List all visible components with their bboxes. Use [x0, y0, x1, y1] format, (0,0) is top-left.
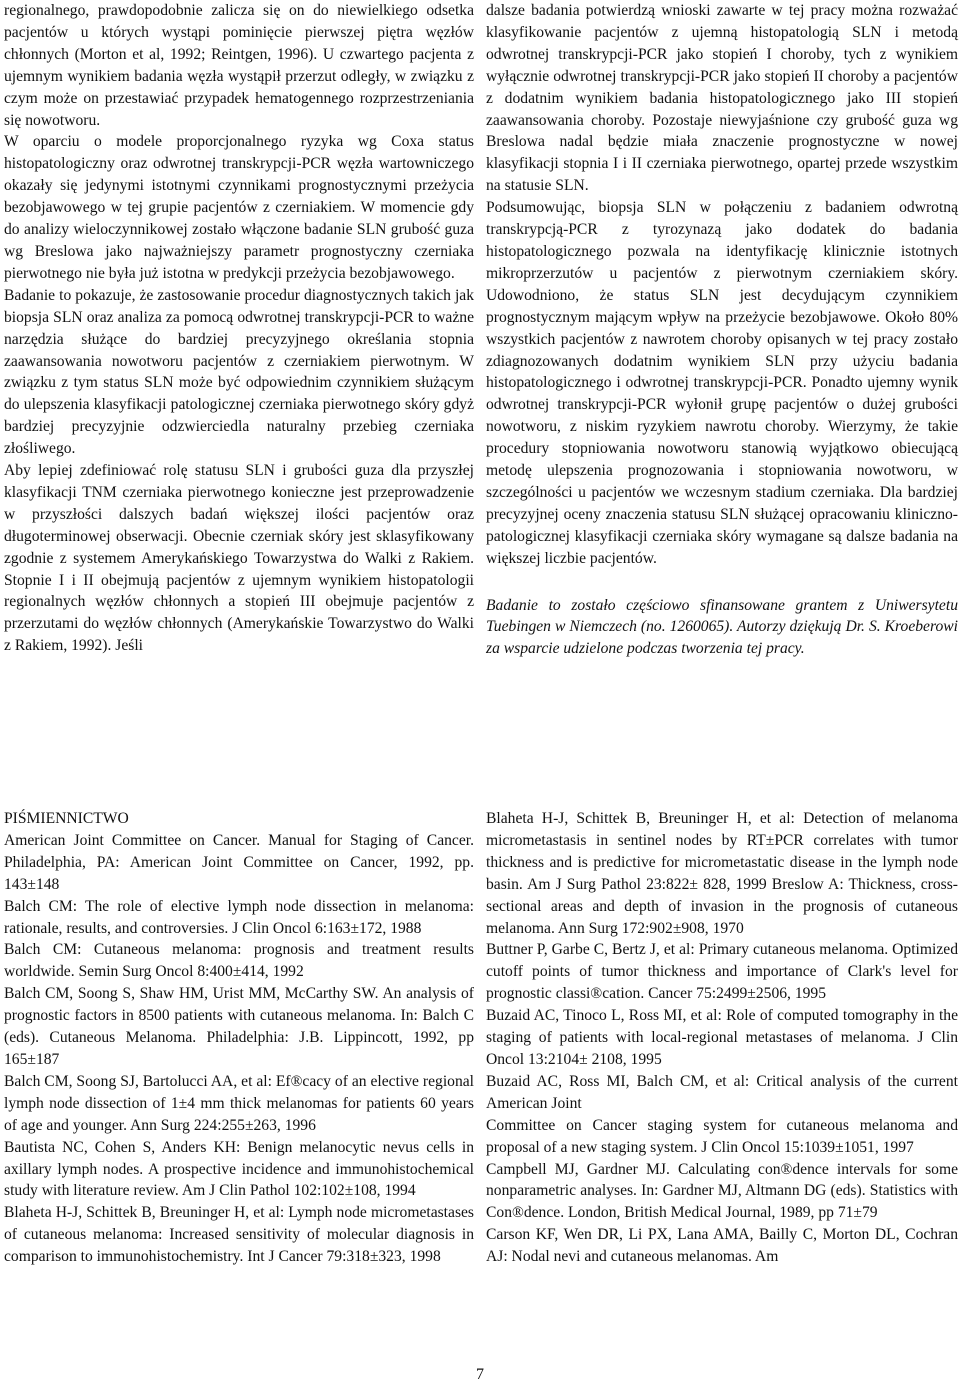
reference-entry: Buzaid AC, Ross MI, Balch CM, et al: Critical analysis of the current American Joint [486, 1072, 958, 1112]
body-paragraph: regionalnego, prawdopodobnie zalicza się on do niewielkiego odsetka pacjentów u których wystąpi pominięcie pierwszej piętra węzłów chłonnych (Morton et al, 1992; Reintgen, 1996). U czwartego pacjenta z ujemnym wynikiem badania węzła wystąpił przerzut odległy, w związku z czym może on przestawiać przypadek hematogennego rozprzestrzeniania się nowotworu. [4, 2, 474, 129]
reference-entry: Blaheta H-J, Schittek B, Breuninger H, et al: Detection of melanoma micrometastasis in sentinel nodes by RT±PCR correlates with tumor thickness and is predictive for micrometastatic disease in the lymph node basin. Am J Surg Pathol 23:822± 828, 1999 Breslow A: Thickness, cross-sectional areas and depth of invasion in the prognosis of cutaneous melanoma. Ann Surg 172:902±908, 1970 [486, 810, 958, 937]
references-column-right [486, 808, 958, 1268]
references-column-left [4, 808, 474, 1268]
reference-entry: Balch CM: Cutaneous melanoma: prognosis and treatment results worldwide. Semin Surg Oncol 8:400±414, 1992 [4, 941, 474, 981]
reference-entry: Buttner P, Garbe C, Bertz J, et al: Primary cutaneous melanoma. Optimized cutoff points of tumor thickness and importance of Clark's level for prognostic classi®cation. Cancer 75:2499±2506, 1995 [486, 941, 958, 1003]
reference-entry: American Joint Committee on Cancer. Manual for Staging of Cancer. Philadelphia, PA: American Joint Committee on Cancer, 1992, pp. 143±148 [4, 831, 474, 893]
reference-entry: Campbell MJ, Gardner MJ. Calculating con®dence intervals for some nonparametric analyses. In: Gardner MJ, Altmann DG (eds). Statistics with Con®dence. London, British Medical Journal, 1989, pp 71±79 [486, 1160, 958, 1222]
reference-entry: Buzaid AC, Tinoco L, Ross MI, et al: Role of computed tomography in the staging of patients with local-regional metastases of melanoma. J Clin Oncol 13:2104± 2108, 1995 [486, 1007, 958, 1068]
reference-entry: Balch CM, Soong S, Shaw HM, Urist MM, McCarthy SW. An analysis of prognostic factors in 8500 patients with cutaneous melanoma. In: Balch C (eds). Cutaneous Melanoma. Philadelphia: J.B. Lippincott, 1992, pp 165±187 [4, 985, 474, 1068]
acknowledgement: Badanie to zostało częściowo sfinansowane grantem z Uniwersytetu Tuebingen w Niemczech (no. 1260065). Autorzy dziękują Dr. S. Kroeberowi za wsparcie udzielone podczas tworzenia tej pracy. [486, 596, 958, 658]
reference-entry: Committee on Cancer staging system for cutaneous melanoma and proposal of a new staging system. J Clin Oncol 15:1039±1051, 1997 [486, 1116, 958, 1156]
reference-entry: Carson KF, Wen DR, Li PX, Lana AMA, Bailly C, Morton DL, Cochran AJ: Nodal nevi and cutaneous melanomas. Am [486, 1226, 958, 1266]
body-paragraph: Aby lepiej zdefiniować rolę statusu SLN i grubości guza dla przyszłej klasyfikacji TNM czerniaka pierwotnego konieczne jest przeprowadzenie w przyszłości dalszych badań większej ilości pacjentów oraz długoterminowej obserwacji. Obecnie czerniak skóry jest sklasyfikowany zgodnie z systemem Amerykańskiego Towarzystwa do Walki z Rakiem. Stopnie I i II obejmują pacjentów z ujemnym wynikiem histopatologii regionalnych węzłów chłonnych a stopień III obejmuje pacjentów z przerzutami do węzłów chłonnych (Amerykańskie Towarzystwo do Walki z Rakiem, 1992). Jeśli [4, 462, 474, 655]
body-paragraph: Podsumowując, biopsja SLN w połączeniu z badaniem odwrotną transkrypcją-PCR z tyrozynazą jako dodatek do badania histopatologicznego pozwala na identyfikację klinicznie istotnych mikroprzerzutów u pacjentów z pierwotnym czerniakiem skóry. Udowodniono, że status SLN jest decydującym czynnikiem prognostycznym mającym wpływ na przeżycie bezobjawowe. Około 80% wszystkich pacjentów z nawrotem choroby opisanych w tej pracy zostało zdiagnozowanych dodatnim wynikiem SLN przy użyciu badania histopatologicznego i odwrotnej transkrypcji-PCR. Ponadto ujemny wynik odwrotnej transkrypcji-PCR wyłonił grupę pacjentów o dużej grubości nowotworu, z niskim ryzykiem nawrotu choroby. Wierzymy, że takie procedury stopniowania nowotworu stanowią wyjątkowo obiecującą metodę ulepszenia prognozowania i stopniowania nowotworu, w szczególności u pacjentów we wczesnym stadium czerniaka. Dla bardziej precyzyjnej oceny znaczenia statusu SLN służącej opracowaniu kliniczno-patologicznej klasyfikacji czerniaka skóry wymagane są dalsze badania na większej liczbie pacjentów. [486, 199, 958, 567]
references-heading: PIŚMIENNICTWO [4, 810, 129, 827]
reference-entry: Balch CM, Soong SJ, Bartolucci AA, et al: Ef®cacy of an elective regional lymph node dissection of 1±4 mm thick melanomas for patients 60 years of age and younger. Ann Surg 224:255±263, 1996 [4, 1072, 474, 1134]
reference-entry: Bautista NC, Cohen S, Anders KH: Benign melanocytic nevus cells in axillary lymph nodes. A prospective incidence and immunohistochemical study with literature review. Am J Clin Pathol 102:102±108, 1994 [4, 1138, 474, 1200]
body-column-left [4, 0, 474, 657]
body-paragraph: W oparciu o modele proporcjonalnego ryzyka wg Coxa status histopatologiczny oraz odwrotnej transkrypcji-PCR węzła wartowniczego okazały się jedynymi istotnymi czynnikami prognostycznymi przeżycia bezobjawowego w tej grupie pacjentów z czerniakiem. W momencie gdy do analizy wieloczynnikowej zostało włączone badanie SLN grubość guza wg Breslowa jako najważniejszy parametr prognostyczny czerniaka pierwotnego nie była już istotna w predykcji przeżycia bezobjawowego. [4, 133, 474, 282]
page-number: 7 [476, 1366, 484, 1383]
body-paragraph: Badanie to pokazuje, że zastosowanie procedur diagnostycznych takich jak biopsja SLN oraz analiza za pomocą odwrotnej transkrypcji-PCR to ważne narzędzia służące do bardziej precyzyjnego określania stopnia zaawansowania nowotworu pacjentów z czerniakiem pierwotnym. W związku z tym status SLN może być odpowiednim czynnikiem służącym do ulepszenia klasyfikacji patologicznej czerniaka pierwotnego skóry gdyż bardziej precyzyjnie odzwierciedla naturalny przebieg czerniaka złośliwego. [4, 286, 474, 458]
body-column-right [486, 0, 958, 660]
reference-entry: Blaheta H-J, Schittek B, Breuninger H, et al: Lymph node micrometastases of cutaneous melanoma: Increased sensitivity of molecular diagnosis in comparison to immunohistochemistry. Int J Cancer 79:318±323, 1998 [4, 1204, 474, 1266]
body-paragraph: dalsze badania potwierdzą wnioski zawarte w tej pracy można rozważać klasyfikowanie pacjentów z ujemną histopatologią SLN i metodą odwrotnej transkrypcji-PCR jako stopień I choroby, tych z wynikiem wyłącznie odwrotnej transkrypcji-PCR jako stopień II choroby a pacjentów z dodatnim wynikiem badania histopatologicznego jako III stopień zaawansowania choroby. Pozostaje niewyjaśnione czy grubość guza wg Breslowa nadal będzie miała znaczenie prognostyczne w nowej klasyfikacji stopnia I i II czerniaka pierwotnego, opartej przede wszystkim na statusie SLN. [486, 2, 958, 195]
reference-entry: Balch CM: The role of elective lymph node dissection in melanoma: rationale, results, and controversies. J Clin Oncol 6:163±172, 1988 [4, 897, 474, 937]
